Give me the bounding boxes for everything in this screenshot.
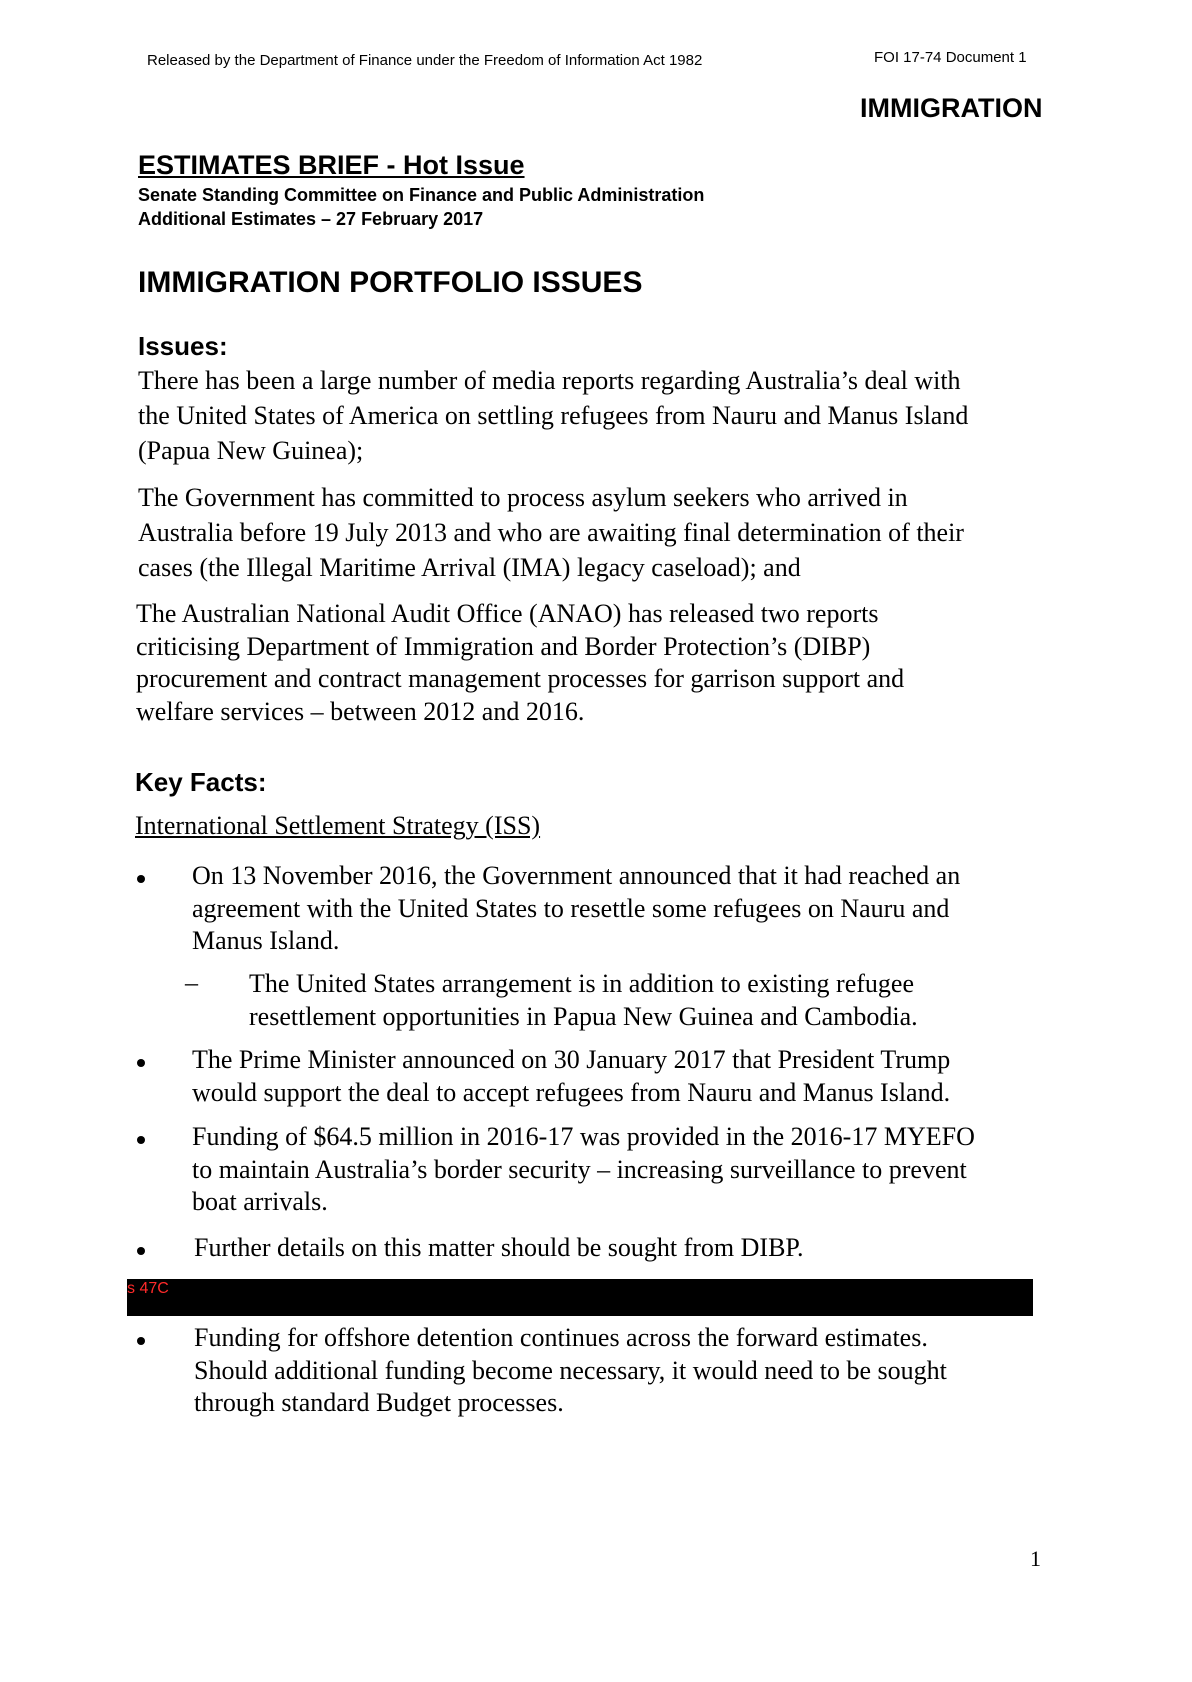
redaction-bar [127,1279,1033,1316]
issue-3-line-4: welfare services – between 2012 and 2016. [136,696,585,726]
committee-name: Senate Standing Committee on Finance and Public Administration [138,185,705,205]
bullet-2-line-1: The Prime Minister announced on 30 January 2017 that President Trump [192,1045,951,1074]
redaction-label: s 47C [127,1280,169,1297]
bullet-5 [194,1322,947,1420]
bullet-4-marker [137,1247,145,1255]
bullet-3-marker [137,1136,145,1144]
key-facts-heading: Key Facts: [135,767,267,797]
main-heading: IMMIGRATION PORTFOLIO ISSUES [138,266,643,299]
bullet-5-line-2: Should additional funding become necessary, it would need to be sought [194,1355,947,1385]
bullet-3-line-1: Funding of $64.5 million in 2016-17 was provided in the 2016-17 MYEFO [192,1122,975,1151]
bullet-1 [192,860,960,958]
issue-1-line-2: the United States of America on settling refugees from Nauru and Manus Island [138,401,969,430]
bullet-5-marker [137,1337,145,1345]
bullet-5-line-1: Funding for offshore detention continues across the forward estimates. [194,1323,928,1352]
sub-bullet-line-1: The United States arrangement is in addition to existing refugee [249,969,914,998]
iss-subheading: International Settlement Strategy (ISS) [135,811,541,840]
bullet-1-line-3: Manus Island. [192,926,340,955]
issue-3-line-2: criticising Department of Immigration and Border Protection’s (DIBP) [136,631,871,661]
bullet-2 [192,1044,950,1109]
bullet-2-marker [137,1059,145,1067]
estimates-date: Additional Estimates – 27 February 2017 [138,209,484,229]
document-reference: FOI 17-74 Document 1 [874,49,1027,66]
sub-bullet [249,968,918,1033]
issue-1-line-1: There has been a large number of media reports regarding Australia’s deal with [138,366,961,395]
bullet-1-line-1: On 13 November 2016, the Government announced that it had reached an [192,861,961,890]
bullet-4 [194,1232,804,1265]
release-statement: Released by the Department of Finance under the Freedom of Information Act 1982 [147,52,703,69]
bullet-1-line-2: agreement with the United States to resettle some refugees on Nauru and [192,893,950,923]
issue-3-line-1: The Australian National Audit Office (ANAO) has released two reports [136,599,879,628]
bullet-3-line-3: boat arrivals. [192,1187,328,1216]
sub-bullet-marker: – [185,968,198,997]
bullet-2-line-2: would support the deal to accept refugees from Nauru and Manus Island. [192,1077,951,1107]
issue-1-line-3: (Papua New Guinea); [138,436,364,465]
issues-heading: Issues: [138,331,228,361]
issue-2-line-3: cases (the Illegal Maritime Arrival (IMA) legacy caseload); and [138,553,801,582]
bullet-5-line-3: through standard Budget processes. [194,1388,564,1417]
issue-paragraph-1 [138,363,968,468]
sub-bullet-line-2: resettlement opportunities in Papua New Guinea and Cambodia. [249,1001,918,1031]
issue-paragraph-2 [138,480,964,585]
issue-2-line-1: The Government has committed to process asylum seekers who arrived in [138,483,908,512]
page-number: 1 [1030,1546,1041,1571]
issue-paragraph-3 [136,598,904,728]
portfolio-tag: IMMIGRATION [860,93,1043,123]
bullet-3-line-2: to maintain Australia’s border security – increasing surveillance to prevent [192,1154,967,1184]
issue-3-line-3: procurement and contract management processes for garrison support and [136,664,905,693]
bullet-1-marker [137,875,145,883]
bullet-4-line-1: Further details on this matter should be sought from DIBP. [194,1233,804,1262]
brief-title: ESTIMATES BRIEF - Hot Issue [138,150,525,180]
issue-2-line-2: Australia before 19 July 2013 and who are awaiting final determination of their [138,518,964,547]
bullet-3 [192,1121,975,1219]
